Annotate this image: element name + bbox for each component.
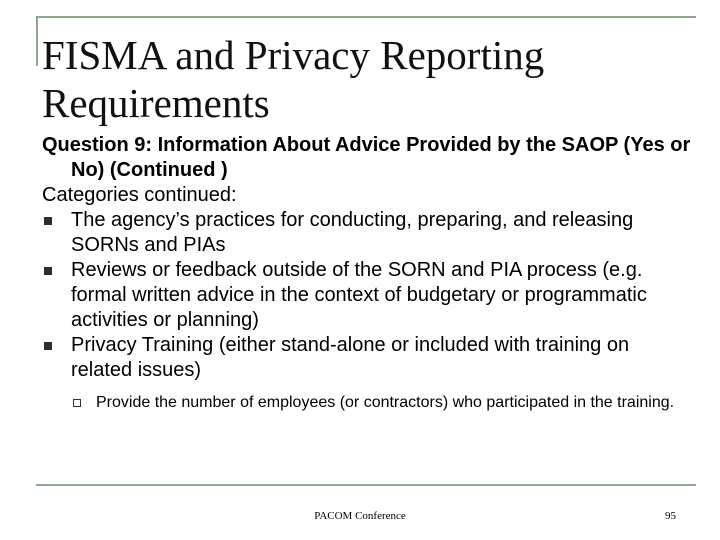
question-heading: Question 9: Information About Advice Provided by the SAOP (Yes or No) (Continued ) — [42, 134, 691, 181]
sub-bullet-item — [42, 393, 692, 413]
bullet-text: Reviews or feedback outside of the SORN and PIA process (e.g. formal written advice in the context of budgetary or programmatic activities or planning) — [71, 259, 647, 331]
bullet-text: The agency’s practices for conducting, preparing, and releasing SORNs and PIAs — [71, 209, 634, 256]
frame-line-bottom — [36, 484, 696, 486]
bullet-item — [42, 208, 692, 258]
hollow-square-bullet-icon — [73, 399, 81, 407]
frame-line-left — [36, 16, 38, 66]
bullet-item — [42, 258, 692, 333]
categories-label: Categories continued: — [42, 184, 237, 206]
square-bullet-icon — [44, 217, 52, 225]
slide-body — [42, 133, 692, 413]
bullet-text: Privacy Training (either stand-alone or included with training on related issues) — [71, 334, 630, 381]
sub-bullet-text: Provide the number of employees (or contractors) who participated in the training. — [96, 394, 675, 411]
footer-page-number: 95 — [665, 510, 676, 522]
square-bullet-icon — [44, 342, 52, 350]
frame-line-top — [36, 16, 696, 18]
slide-title: FISMA and Privacy Reporting Requirements — [42, 32, 545, 126]
bullet-item — [42, 333, 692, 383]
square-bullet-icon — [44, 267, 52, 275]
footer-conference: PACOM Conference — [314, 510, 406, 522]
